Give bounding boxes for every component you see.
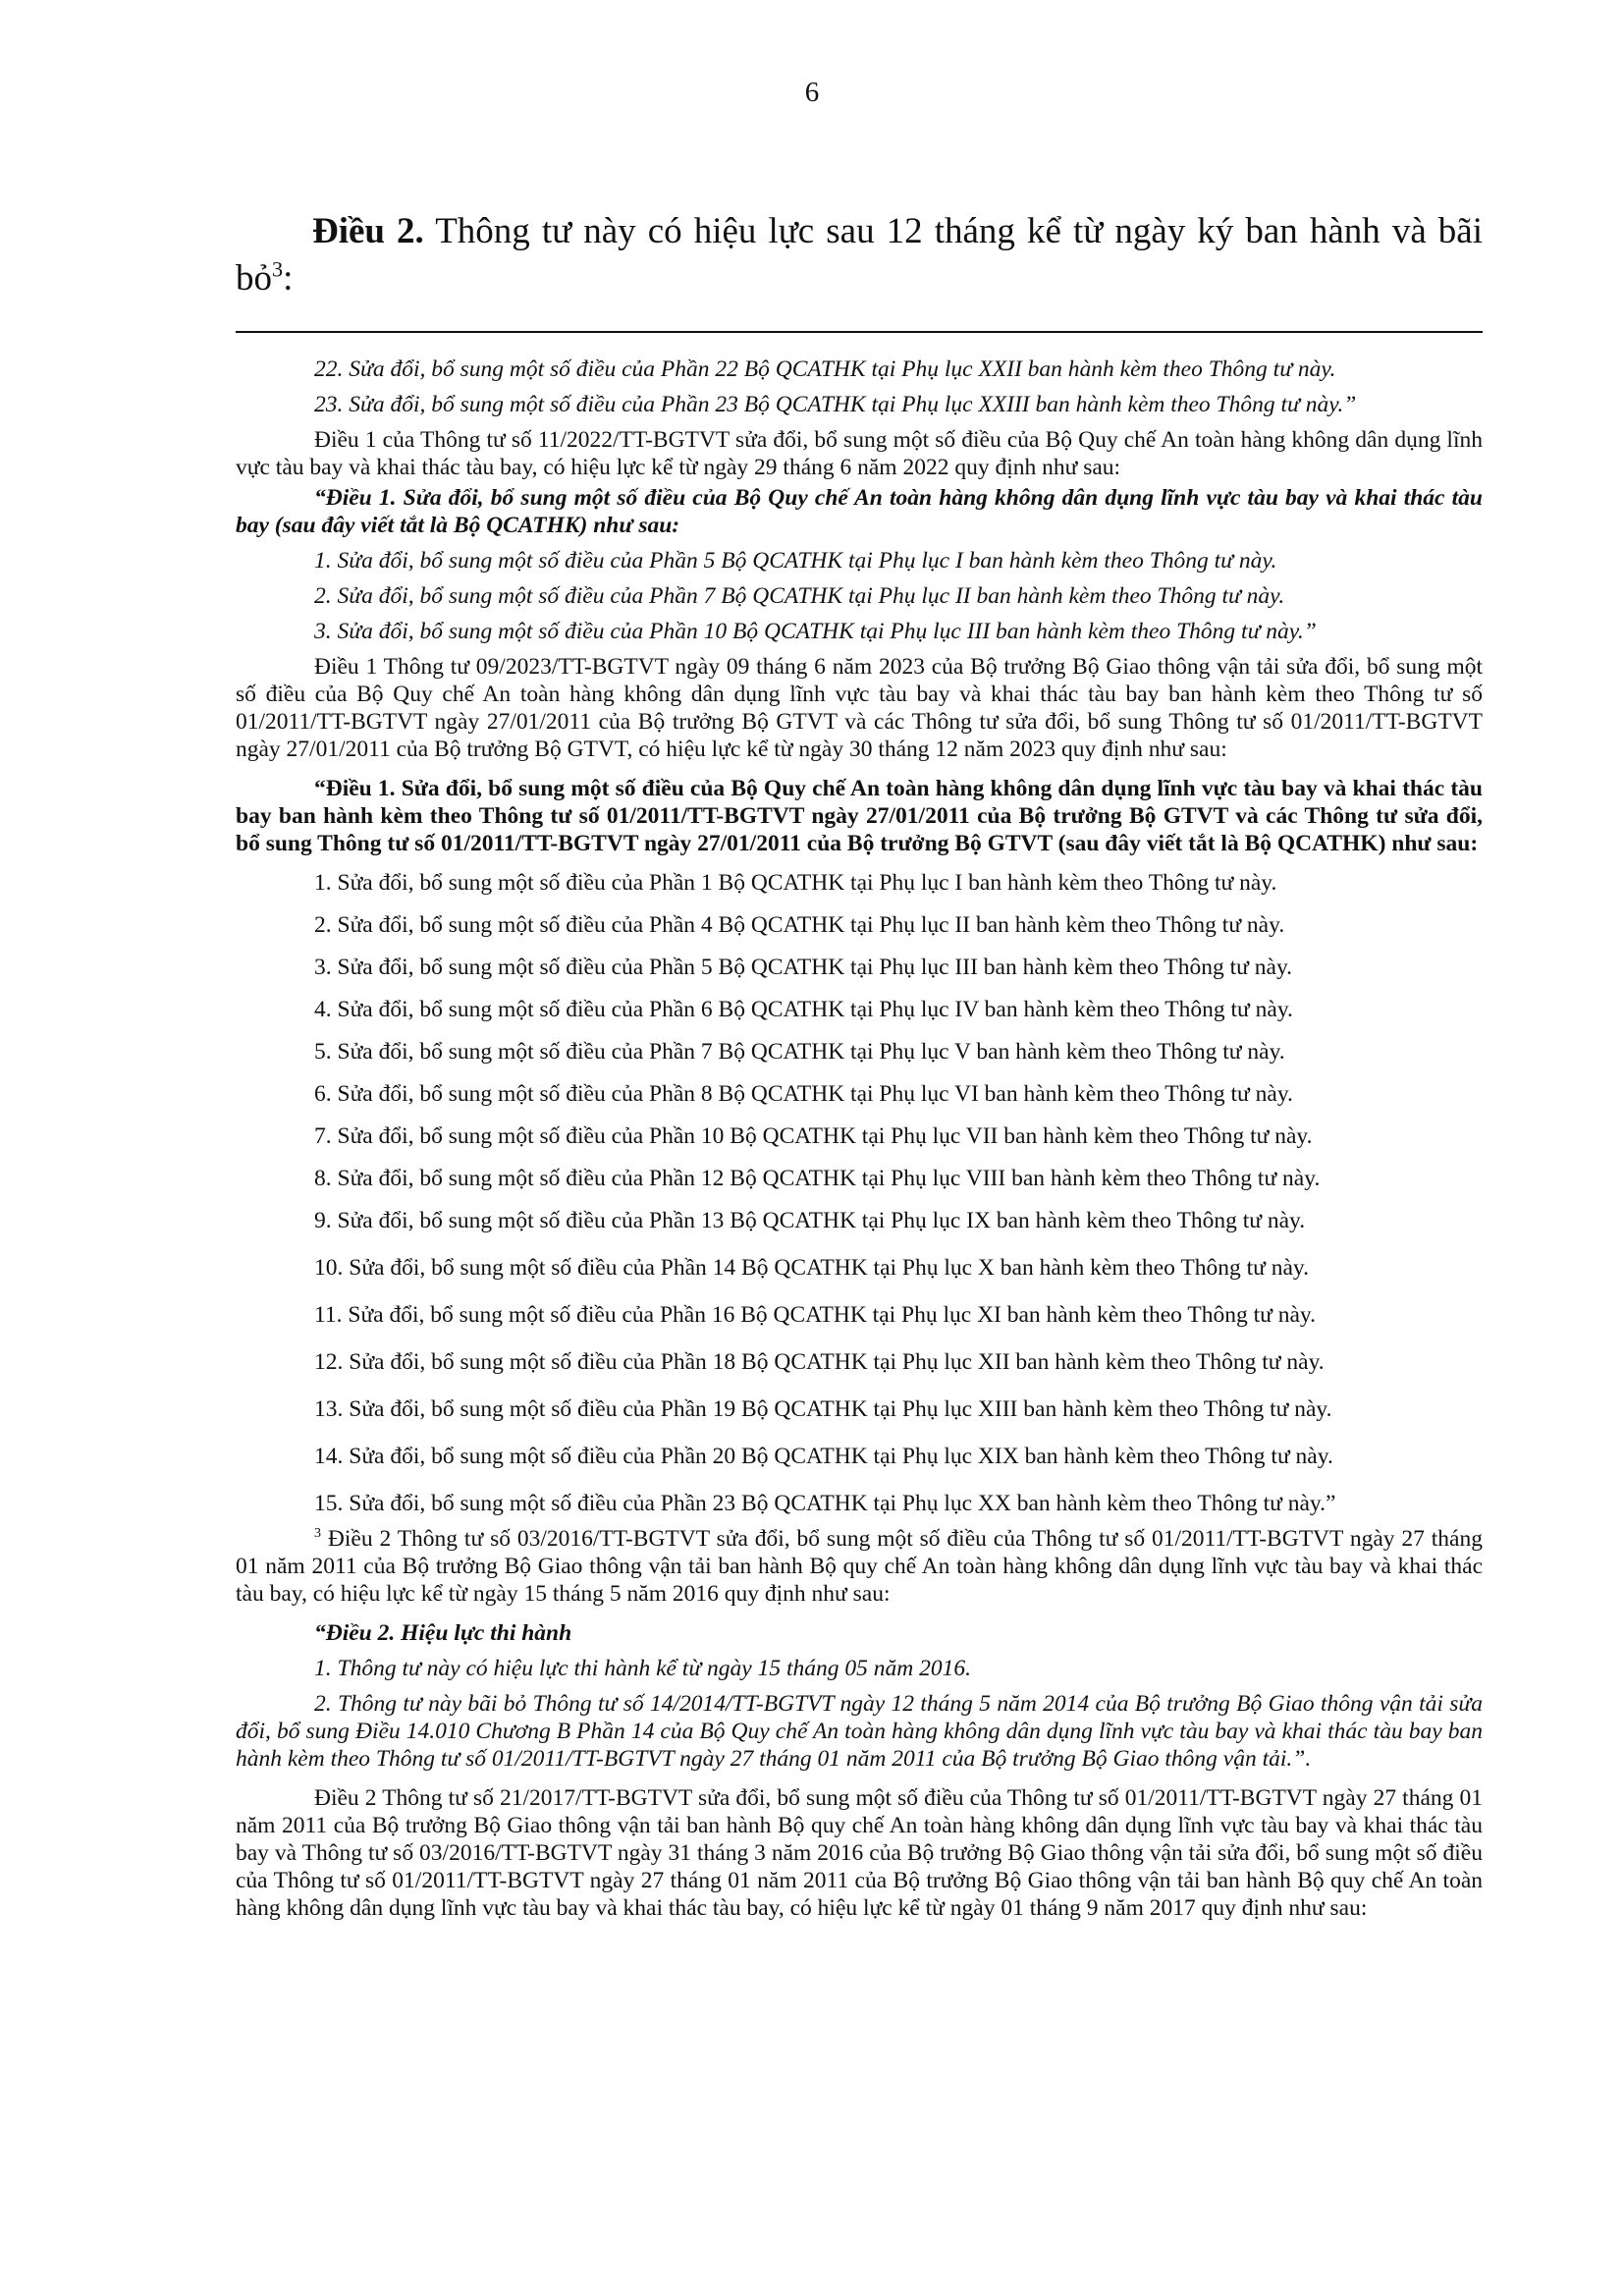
footnote-item: 2. Sửa đổi, bổ sung một số điều của Phần 4 Bộ QCATHK tại Phụ lục II ban hành kèm theo Thông tư này.	[314, 912, 1285, 938]
article-2-paragraph	[236, 208, 1483, 302]
footnote-item: 15. Sửa đổi, bổ sung một số điều của Phần 23 Bộ QCATHK tại Phụ lục XX ban hành kèm theo Thông tư này.”	[314, 1491, 1336, 1516]
footnote-3-number: 3	[314, 1525, 322, 1542]
footnote-area	[236, 355, 1483, 1934]
footnote-item: 4. Sửa đổi, bổ sung một số điều của Phần 6 Bộ QCATHK tại Phụ lục IV ban hành kèm theo Thông tư này.	[314, 997, 1293, 1022]
footnote-item: 14. Sửa đổi, bổ sung một số điều của Phần 20 Bộ QCATHK tại Phụ lục XIX ban hành kèm theo Thông tư này.	[314, 1444, 1333, 1469]
footnote-item: 5. Sửa đổi, bổ sung một số điều của Phần 7 Bộ QCATHK tại Phụ lục V ban hành kèm theo Thông tư này.	[314, 1039, 1285, 1065]
footnote-separator	[236, 331, 1483, 333]
footnote-paragraph-2023: Điều 1 Thông tư 09/2023/TT-BGTVT ngày 09 tháng 6 năm 2023 của Bộ trưởng Bộ Giao thông vận tải sửa đổi, bổ sung một số điều của Bộ Quy chế An toàn hàng không dân dụng lĩnh vực tàu bay và khai thác tàu bay ban hành kèm theo Thông tư số 01/2011/TT-BGTVT ngày 27/01/2011 của Bộ trưởng Bộ GTVT và các Thông tư sửa đổi, bổ sung Thông tư số 01/2011/TT-BGTVT ngày 27/01/2011 của Bộ trưởng Bộ GTVT, có hiệu lực kể từ ngày 30 tháng 12 năm 2023 quy định như sau:	[236, 654, 1483, 762]
article-2-text: Thông tư này có hiệu lực sau 12 tháng kể từ ngày ký ban hành và bãi bỏ	[236, 211, 1483, 299]
article-2-suffix: :	[283, 258, 294, 299]
article-2-label: Điều 2.	[312, 211, 424, 251]
footnote-item: 2. Thông tư này bãi bỏ Thông tư số 14/2014/TT-BGTVT ngày 12 tháng 5 năm 2014 của Bộ trưởng Bộ Giao thông vận tải sửa đổi, bổ sung Điều 14.010 Chương B Phần 14 của Bộ Quy chế An toàn hàng không dân dụng lĩnh vực tàu bay và khai thác tàu bay ban hành kèm theo Thông tư số 01/2011/TT-BGTVT ngày 27 tháng 01 năm 2011 của Bộ trưởng Bộ Giao thông vận tải.”.	[236, 1691, 1483, 1772]
footnote-item: 11. Sửa đổi, bổ sung một số điều của Phần 16 Bộ QCATHK tại Phụ lục XI ban hành kèm theo Thông tư này.	[314, 1302, 1316, 1328]
footnote-item: 7. Sửa đổi, bổ sung một số điều của Phần 10 Bộ QCATHK tại Phụ lục VII ban hành kèm theo Thông tư này.	[314, 1123, 1313, 1149]
footnote-3-text: Điều 2 Thông tư số 03/2016/TT-BGTVT sửa đổi, bổ sung một số điều của Thông tư số 01/2011/TT-BGTVT ngày 27 tháng 01 năm 2011 của Bộ trưởng Bộ Giao thông vận tải ban hành Bộ quy chế An toàn hàng không dân dụng lĩnh vực tàu bay và khai thác tàu bay, có hiệu lực kể từ ngày 15 tháng 5 năm 2016 quy định như sau:	[236, 1526, 1483, 1607]
footnote-item: 6. Sửa đổi, bổ sung một số điều của Phần 8 Bộ QCATHK tại Phụ lục VI ban hành kèm theo Thông tư này.	[314, 1081, 1293, 1107]
footnote-paragraph-2017: Điều 2 Thông tư số 21/2017/TT-BGTVT sửa đổi, bổ sung một số điều của Thông tư số 01/2011/TT-BGTVT ngày 27 tháng 01 năm 2011 của Bộ trưởng Bộ Giao thông vận tải ban hành Bộ quy chế An toàn hàng không dân dụng lĩnh vực tàu bay và khai thác tàu bay và Thông tư số 03/2016/TT-BGTVT ngày 31 tháng 3 năm 2016 của Bộ trưởng Bộ Giao thông vận tải sửa đổi, bổ sung một số điều của Thông tư số 01/2011/TT-BGTVT ngày 27 tháng 01 năm 2011 của Bộ trưởng Bộ Giao thông vận tải ban hành Bộ quy chế An toàn hàng không dân dụng lĩnh vực tàu bay và khai thác tàu bay, có hiệu lực kể từ ngày 01 tháng 9 năm 2017 quy định như sau:	[236, 1785, 1483, 1921]
footnote-item: 1. Sửa đổi, bổ sung một số điều của Phần 5 Bộ QCATHK tại Phụ lục I ban hành kèm theo Thông tư này.	[314, 548, 1277, 574]
footnote-item: 2. Sửa đổi, bổ sung một số điều của Phần 7 Bộ QCATHK tại Phụ lục II ban hành kèm theo Thông tư này.	[314, 583, 1285, 609]
footnote-heading-2016: “Điều 2. Hiệu lực thi hành	[314, 1620, 572, 1646]
footnote-item: 12. Sửa đổi, bổ sung một số điều của Phần 18 Bộ QCATHK tại Phụ lục XII ban hành kèm theo Thông tư này.	[314, 1349, 1325, 1375]
footnote-heading-2023: “Điều 1. Sửa đổi, bổ sung một số điều của Bộ Quy chế An toàn hàng không dân dụng lĩnh vực tàu bay và khai thác tàu bay ban hành kèm theo Thông tư số 01/2011/TT-BGTVT ngày 27/01/2011 của Bộ trưởng Bộ GTVT và các Thông tư sửa đổi, bổ sung Thông tư số 01/2011/TT-BGTVT ngày 27/01/2011 của Bộ trưởng Bộ GTVT (sau đây viết tắt là Bộ QCATHK) như sau:	[236, 776, 1483, 856]
footnote-item: 3. Sửa đổi, bổ sung một số điều của Phần 5 Bộ QCATHK tại Phụ lục III ban hành kèm theo Thông tư này.	[314, 955, 1293, 980]
page-number: 6	[804, 77, 820, 108]
footnote-item: 23. Sửa đổi, bổ sung một số điều của Phần 23 Bộ QCATHK tại Phụ lục XXIII ban hành kèm theo Thông tư này.”	[314, 392, 1357, 417]
footnote-item: 1. Thông tư này có hiệu lực thi hành kể từ ngày 15 tháng 05 năm 2016.	[314, 1656, 971, 1681]
footnote-item: 13. Sửa đổi, bổ sung một số điều của Phần 19 Bộ QCATHK tại Phụ lục XIII ban hành kèm theo Thông tư này.	[314, 1396, 1332, 1422]
footnote-item: 1. Sửa đổi, bổ sung một số điều của Phần 1 Bộ QCATHK tại Phụ lục I ban hành kèm theo Thông tư này.	[314, 870, 1277, 896]
footnote-item: 22. Sửa đổi, bổ sung một số điều của Phần 22 Bộ QCATHK tại Phụ lục XXII ban hành kèm theo Thông tư này.	[314, 356, 1336, 382]
footnote-item: 8. Sửa đổi, bổ sung một số điều của Phần 12 Bộ QCATHK tại Phụ lục VIII ban hành kèm theo Thông tư này.	[314, 1166, 1321, 1191]
footnote-item: 9. Sửa đổi, bổ sung một số điều của Phần 13 Bộ QCATHK tại Phụ lục IX ban hành kèm theo Thông tư này.	[314, 1208, 1306, 1233]
footnote-item: 3. Sửa đổi, bổ sung một số điều của Phần 10 Bộ QCATHK tại Phụ lục III ban hành kèm theo Thông tư này.”	[314, 619, 1317, 644]
footnote-heading-2022: “Điều 1. Sửa đổi, bổ sung một số điều của Bộ Quy chế An toàn hàng không dân dụng lĩnh vực tàu bay và khai thác tàu bay (sau đây viết tắt là Bộ QCATHK) như sau:	[236, 485, 1483, 538]
footnote-paragraph-2022: Điều 1 của Thông tư số 11/2022/TT-BGTVT sửa đổi, bổ sung một số điều của Bộ Quy chế An toàn hàng không dân dụng lĩnh vực tàu bay và khai thác tàu bay, có hiệu lực kể từ ngày 29 tháng 6 năm 2022 quy định như sau:	[236, 427, 1483, 480]
footnote-ref-3[interactable]: 3	[272, 256, 284, 282]
footnote-item: 10. Sửa đổi, bổ sung một số điều của Phần 14 Bộ QCATHK tại Phụ lục X ban hành kèm theo Thông tư này.	[314, 1255, 1310, 1281]
footnote-3-paragraph	[236, 1525, 1483, 1608]
